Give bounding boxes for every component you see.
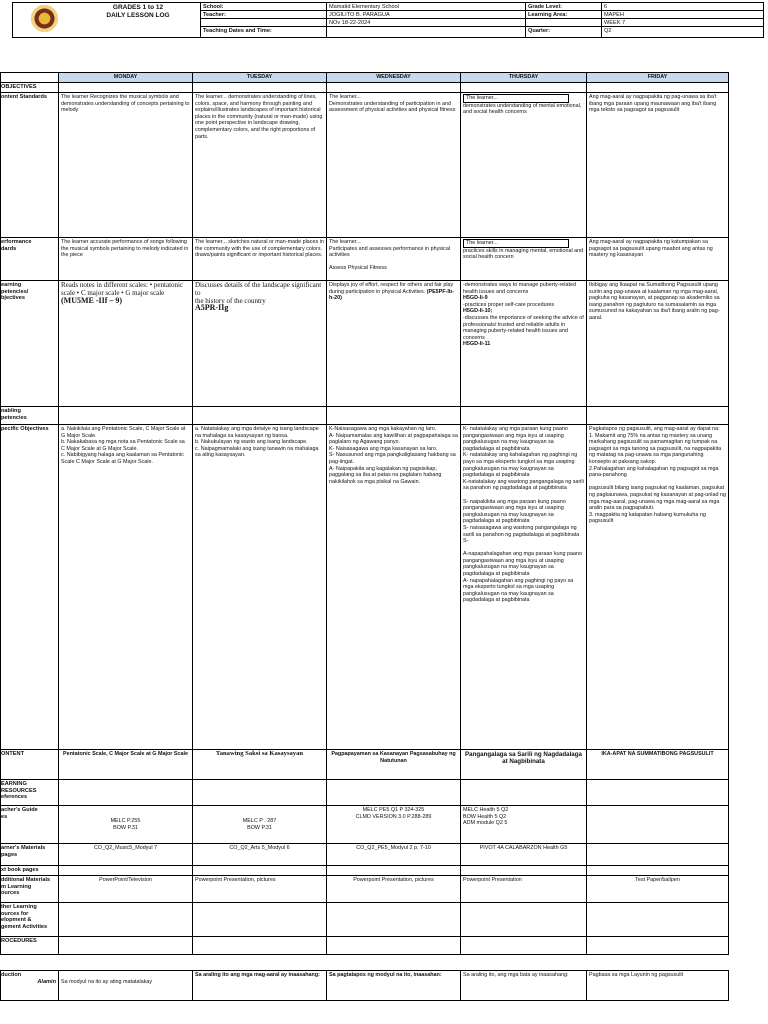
cell (461, 83, 587, 93)
additional-friday: Test Paper/ballpen (587, 876, 729, 903)
competencies-thursday (461, 281, 587, 407)
blank-cell (201, 19, 326, 27)
content-standards-label: ontent Standards (1, 93, 59, 238)
textbook-label: xt book pages (1, 866, 59, 876)
thursday-competency-2: -practices proper self-care procedures (463, 301, 555, 308)
week-value: WEEK 7 (602, 19, 763, 27)
content-standards-thursday (461, 93, 587, 238)
spacer-row (1, 955, 729, 971)
content-row (1, 750, 729, 780)
cell (59, 866, 193, 876)
intro-tuesday: Sa araling ito ang mga mag-aaral ay inaasahang: (193, 971, 327, 1001)
cell (327, 937, 461, 955)
additional-materials-row (1, 876, 729, 903)
header-box (12, 2, 764, 38)
objectives-row (1, 83, 729, 93)
doc-title-line2: DAILY LESSON LOG (106, 12, 170, 19)
dates-value: NOv 18-22-2024 (327, 19, 525, 27)
lm-friday (587, 844, 729, 866)
performance-tuesday: The learner... sketches natural or man-made places in the community with the use of complementary colors. draws/paints significant or important historical places. (193, 238, 327, 281)
cell (193, 866, 327, 876)
intro-wednesday: Sa pagtatapos ng modyul na ito, inaasahan: (327, 971, 461, 1001)
specific-objectives-label: pecific Objectives (1, 425, 59, 750)
spacer (461, 955, 587, 971)
day-header-monday: MONDAY (59, 73, 193, 83)
cell (461, 866, 587, 876)
thursday-competency-3: -discusses the importance of seeking the advice of professionals/ trusted and reliable adults in managing puberty-related health issues and concerns (463, 314, 584, 341)
corner-cell (1, 73, 59, 83)
competencies-tuesday-code: A5PR-IIg (195, 303, 229, 313)
cell (327, 83, 461, 93)
additional-thursday: Powerpoint Presentation (461, 876, 587, 903)
additional-tuesday: Powerpoint Presentation, pictures (193, 876, 327, 903)
competencies-wednesday (327, 281, 461, 407)
cell (587, 780, 729, 806)
introduction-row (1, 971, 729, 1001)
cell (59, 407, 193, 425)
school-label: School: (201, 3, 326, 11)
intro-thursday: Sa araling ito, ang mga bata ay inaasahang: (461, 971, 587, 1001)
content-standards-friday: Ang mag-aaral ay nagpapakita ng pag-unawa sa iba't ibang mga paraan upang maunawaan ang iba't ibang mga teksto sa pagsagot sa pagsusulit (587, 93, 729, 238)
teacher-label: Teacher: (201, 11, 326, 19)
content-thursday: Pangangalaga sa Sarili ng Nagdadalaga at Nagbibinata (461, 750, 587, 780)
lm-thursday: PIVOT 4A CALABARZON Health G5 (461, 844, 587, 866)
competencies-wednesday-text: Displays joy of effort, respect for others and fair play during participation in physical Activities. (329, 282, 454, 295)
specific-tuesday: a. Natatalakay ang mga detalye ng isang landscape na mahalaga sa kasaysayan ng bansa. b. Nakukulayan ng wasto ang isang landscape. c. Naipagmamalaki ang isang tanawin na mahalaga sa ating kasaysayan. (193, 425, 327, 750)
cell (461, 937, 587, 955)
resources-row (1, 780, 729, 806)
cell (59, 83, 193, 93)
quarter-value: Q2 (604, 28, 612, 34)
dates-label: Teaching Dates and Time: (203, 28, 272, 34)
competencies-tuesday-text: Discusses details of the landscape significant to the history of the country (195, 281, 322, 305)
additional-wednesday: Powerpoint Presentation, pictures (327, 876, 461, 903)
cell (59, 780, 193, 806)
day-header-wednesday: WEDNESDAY (327, 73, 461, 83)
learners-materials-label: arner's Materials pages (1, 844, 59, 866)
thursday-code-2: H5GD-Ii-10; (463, 308, 493, 315)
cell (327, 903, 461, 937)
intro-friday: Pagbasa sa mga Layunin ng pagsusulit (587, 971, 729, 1001)
spacer (327, 955, 461, 971)
performance-label: erformance dards (1, 238, 59, 281)
performance-friday: Ang mag-aaral ay nagpapakita ng katumpakan sa pagsagot sa pagsusulit upang maabot ang antas ng mastery ng kasanayan (587, 238, 729, 281)
performance-thursday (461, 238, 587, 281)
cell (327, 780, 461, 806)
thursday-competency-1: -demonstrates ways to manage puberty-related health issues and concerns (463, 282, 576, 295)
procedures-label: ROCEDURES (1, 937, 59, 955)
cell (327, 866, 461, 876)
competencies-monday-text: Reads notes in different scales: • pentatonic scale • C major scale • G major scale (61, 281, 184, 297)
tg-monday: MELC P.255 BOW P.31 (59, 806, 193, 844)
day-header-row (1, 73, 729, 83)
cell (193, 407, 327, 425)
cell (461, 407, 587, 425)
additional-monday: PowerPoint/Television (59, 876, 193, 903)
day-header-thursday: THURSDAY (461, 73, 587, 83)
learners-materials-row (1, 844, 729, 866)
content-friday: IKA-APAT NA SUMMATIBONG PAGSUSULIT (587, 750, 729, 780)
competencies-monday-code: (MU5ME -IIf – 9) (61, 295, 123, 305)
cell (461, 903, 587, 937)
alamin-label: Alamin (37, 978, 56, 985)
other-resources-label: ther Learning ources for elopment & gement Activities (1, 903, 59, 937)
enabling-row (1, 407, 729, 425)
tg-friday (587, 806, 729, 844)
performance-row (1, 238, 729, 281)
intro-monday: Sa modyul na ito ay ating matatalakay (59, 971, 193, 1001)
content-standards-thursday-text: demonstrates understanding of mental emotional, and social health concerns (463, 102, 582, 116)
grade-label: Grade Level: (526, 3, 601, 11)
lm-monday: CO_Q2_Music5_Modyul 7 (59, 844, 193, 866)
competencies-friday: Ibibigay ang Ikaapat na Sumatibong Pagsusulit upang suriin ang pag-unawa at kaalaman ng mga mag-aaral, pagkuha ng kasanayan, at pagganap sa akademiko sa isang panahon ng pagtuturo na sumasalamin sa mga sumusunod na kakayahan sa iba't ibang aralin ng pag-aaral. (587, 281, 729, 407)
other-resources-row (1, 903, 729, 937)
cell (587, 83, 729, 93)
enabling-label: nabling petencies (1, 407, 59, 425)
introduction-label (1, 971, 59, 1001)
competencies-monday (59, 281, 193, 407)
spacer (193, 955, 327, 971)
teacher-value: JOGILITO B. PARAGUA (327, 11, 525, 19)
cell (587, 866, 729, 876)
area-label: Learning Area: (526, 11, 601, 19)
competencies-label: earning petencies/ bjectives (1, 281, 59, 407)
tg-thursday: MELC Health 5 Q2 BOW Health 5 Q2 ADM module Q2 5 (461, 806, 587, 844)
content-standards-monday: The learner Recognizes the musical symbols and demonstrates understanding of concepts pertaining to melody (59, 93, 193, 238)
content-tuesday: Tanawing Saksi sa Kasaysayan (193, 750, 327, 780)
specific-objectives-row (1, 425, 729, 750)
spacer (59, 955, 193, 971)
cell (587, 937, 729, 955)
objectives-label: OBJECTIVES (1, 83, 59, 93)
cell (59, 937, 193, 955)
procedures-row (1, 937, 729, 955)
cell (327, 407, 461, 425)
additional-materials-label: dditional Materials m Learning ources (1, 876, 59, 903)
blank-cell (526, 19, 601, 27)
grade-value: 6 (602, 3, 763, 11)
cell (461, 780, 587, 806)
content-wednesday: Pagpapayaman sa Kasanayan Pagsasabuhay ng Natutunan (327, 750, 461, 780)
content-monday: Pentatonic Scale, C Major Scale at G Major Scale (59, 750, 193, 780)
thursday-code-1: H5GD-Ii-9 (463, 295, 488, 302)
spacer (587, 955, 729, 971)
content-standards-row (1, 93, 729, 238)
content-standards-tuesday: The learner... demonstrates understanding of lines, colors, space, and harmony through painting and explains/illustrates landscapes of important historical places in the community (natural or man-made) using one point perspective in landscape drawing, complementary colors, and the right proportions of parts. (193, 93, 327, 238)
cell (587, 903, 729, 937)
cell (193, 780, 327, 806)
day-header-tuesday: TUESDAY (193, 73, 327, 83)
performance-thursday-text: practices skills in managing mental, emotional and social health concern (463, 247, 584, 261)
lm-tuesday: CO_Q2_Arts 5_Modyul 6 (193, 844, 327, 866)
lesson-log-table (0, 72, 729, 1001)
learner-box: The learner... (463, 94, 569, 103)
resources-label: EARNING RESOURCES eferences (1, 780, 59, 806)
thursday-code-3: H5GD-Ii-11 (463, 341, 491, 348)
day-header-friday: FRIDAY (587, 73, 729, 83)
tg-wednesday: MELC PE5 Q1 P 324-325 CLMD VERSION 3.0 P.288-289 (327, 806, 461, 844)
competencies-wednesday-code: (PE5PF-Ib-h-20) (329, 288, 454, 302)
specific-friday: Pagkatapos ng pagsusulit, ang mag-aaral ay dapat na: 1. Makamit ang 75% na antas ng mastery sa unang markahang pagsusulit sa pamamagitan ng tumpak na pagsagot sa mga tanong sa pagsusulit, na nagpapakita ng matatag na pag-unawa sa mga pangunahing konsepto at paksang sakop. 2.Pahalagahan ang kahalagahan ng pagsagot sa mga pana-panahong pagsusulit bilang isang pagsukat ng kaalaman, pagsukat ng pagkaunawa, pagsukat ng kasanayan at pag-unlad ng mga mag-aaral, pag-unawa ng mga mag-aaral sa mga aralin para sa pagpapabuti. 3. magpakita ng katapatan habang kumukuha ng pagsusulit (587, 425, 729, 750)
content-standards-wednesday: The learner... Demonstrates understanding of participation in and assessment of physical activities and physical fitness (327, 93, 461, 238)
blank-cell (327, 27, 525, 35)
cell (59, 903, 193, 937)
performance-monday: The learner accurate performance of songs following the musical symbols pertaining to melody indicated in the piece (59, 238, 193, 281)
competencies-tuesday (193, 281, 327, 407)
specific-thursday: K- natatalakay ang mga paraan kung paano pangangasiwaan ang mga isyu at usaping pangkalusugan na may kaugnayan sa pagdadalaga at pagbibinata K- natatalakay ang kahalagahan ng paghingi ng payo sa mga eksperto tungkol sa mga usaping pangkalusugan na may kaugnayan sa pagdadalaga at pagbibinata K-natatalakay ang wastong pangangalaga ng sarili sa panahon ng pagdadalaga at pagbibinata S- naipakikita ang mga paraan kung paano pangangasiwaan ang mga isyu at usaping pangkalusugan na may kaugnayan sa pagdadalaga at pagbibinata S- naisasagawa ang wastong pangangalaga ng sarili sa panahon ng pagdadalaga at pagbibinata S- A-napapahalagahan ang mga paraan kung paano pangangasiwaan ang mga isyu at usaping pangkalusugan na may kaugnayan sa pagdadalaga at pagbibinata A- napapahalagahan ang paghingi ng payo sa mga eksperto tungkol sa mga usaping pangkalusugan na may kaugnayan sa pagdadalaga at pagbibinata (461, 425, 587, 750)
area-value: MAPEH (602, 11, 763, 19)
cell (193, 937, 327, 955)
cell (587, 407, 729, 425)
textbook-row (1, 866, 729, 876)
spacer (1, 955, 59, 971)
content-label: ONTENT (1, 750, 59, 780)
learner-box: The learner... (463, 239, 569, 248)
tg-tuesday: MELC P . 287 BOW P.31 (193, 806, 327, 844)
deped-seal-icon (31, 5, 58, 32)
competencies-row (1, 281, 729, 407)
doc-title-line1: GRADES 1 to 12 (112, 4, 164, 11)
school-value: Mamatid Elementary School (327, 3, 525, 11)
quarter-label: Quarter: (528, 28, 551, 34)
cell (193, 903, 327, 937)
intro-label-text: duction (1, 972, 22, 978)
teachers-guide-label: acher's Guide es (1, 806, 59, 844)
specific-wednesday: K-Naisasagawa ang mga kakayahan ng laro. A- Naipamamalas ang kawilihan at pagpapahalaga sa paglalaro ng Agawang panyo. K- Naisasagawa ang mga kasanayan sa laro. S- Nasusunod ang mga pangkaligtasang hakbang sa pag-iingat. A- Naipapakita ang kagalakan ng pagsisikap, paggalang sa iba at patas na paglalaro habang nakikilahok sa mga pisikal na Gawain. (327, 425, 461, 750)
cell (193, 83, 327, 93)
performance-wednesday: The learner... Participates and assesses performance in physical activities Assess Physical Fitness (327, 238, 461, 281)
teachers-guide-row (1, 806, 729, 844)
lm-wednesday: CO_Q2_PE5_Modyul 2 p. 7-10 (327, 844, 461, 866)
specific-monday: a. Nakikilala ang Pentatonic Scale, C Major Scale at G Major Scale. b. Nakakabasa ng mga nota sa Pentatonic Scale sa C Major Scale at G Major Scale. c. Nabibigyang halaga ang kaalaman sa Pentatonic Scale C Major Scale at G Major Scale. (59, 425, 193, 750)
